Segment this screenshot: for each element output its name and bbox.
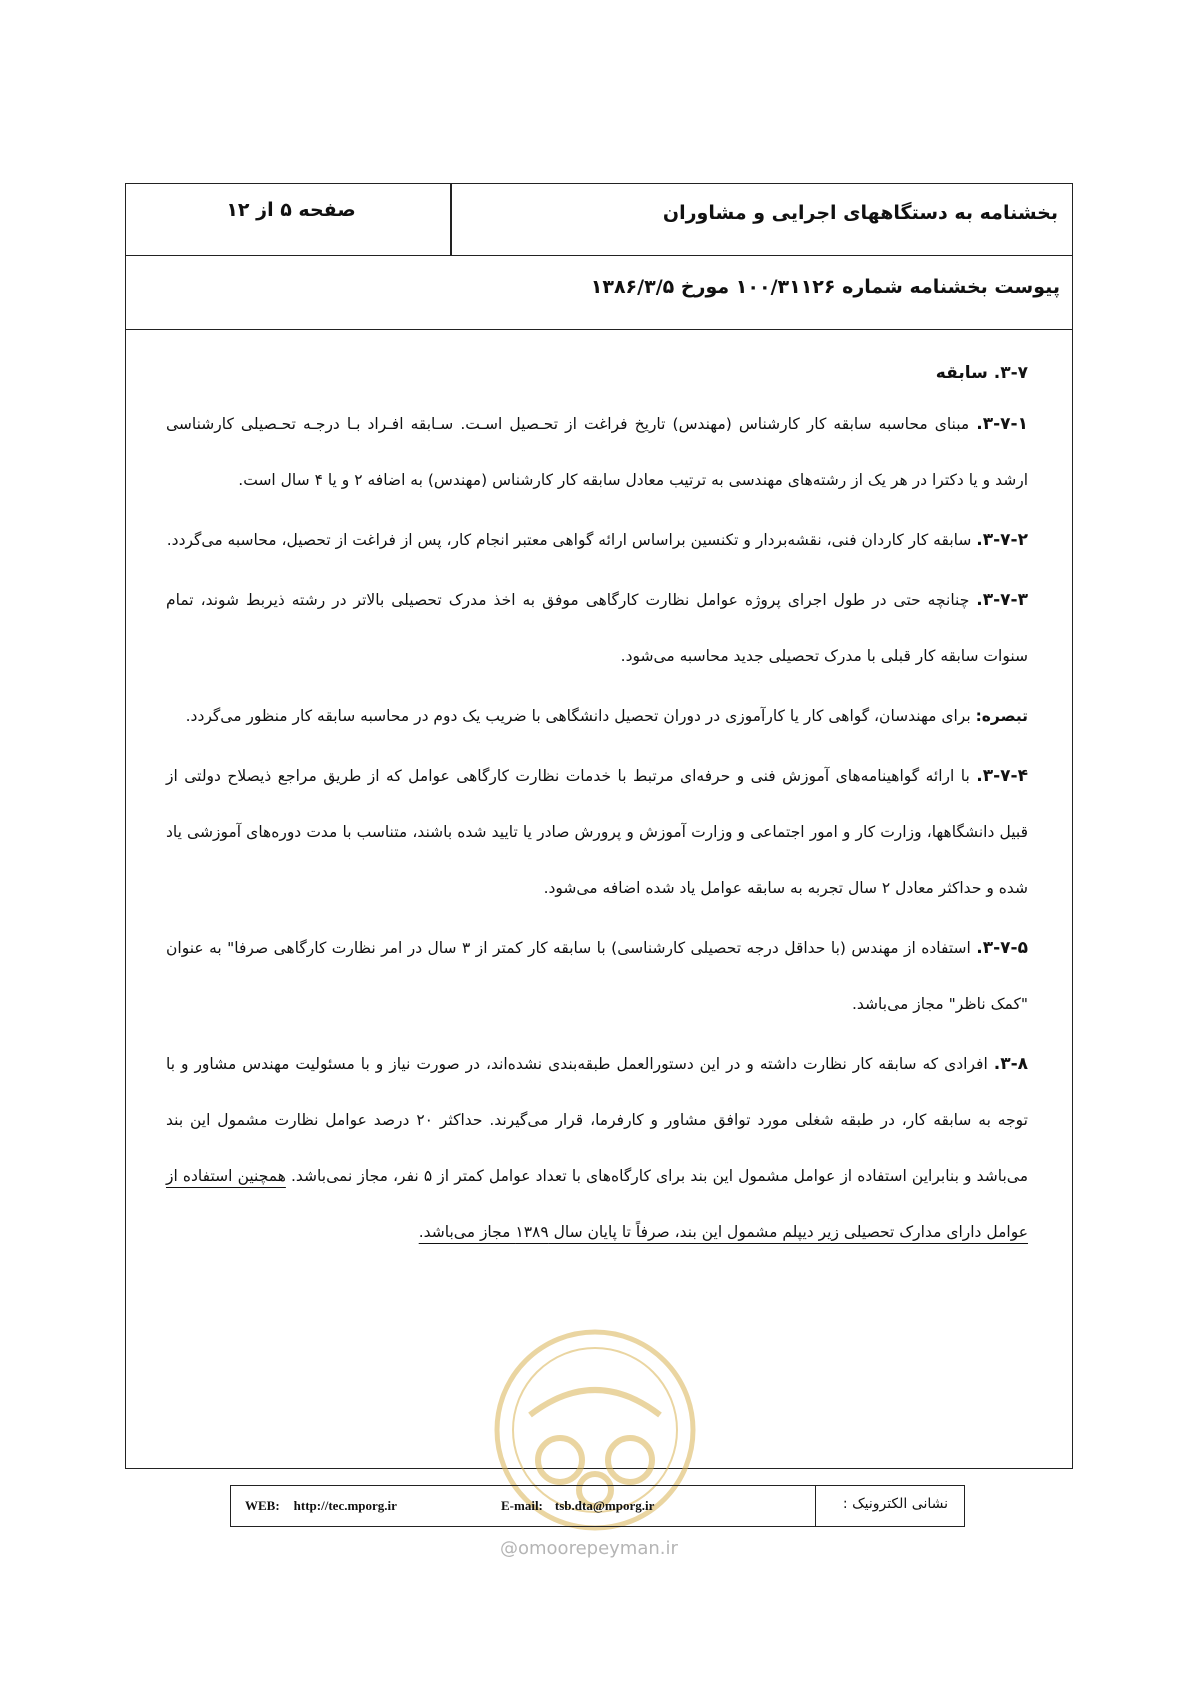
document-subtitle: پیوست بخشنامه شماره ۱۰۰/۳۱۱۲۶ مورخ ۱۳۸۶/۳/۵ xyxy=(590,276,1060,298)
paragraph-3-7-5 xyxy=(166,920,1028,1032)
paragraph-number: ۳-۷-۱. xyxy=(976,414,1028,434)
page-number: صفحه ۵ از ۱۲ xyxy=(226,199,356,221)
paragraph-text: سابقه کار کاردان فنی، نقشه‌بردار و تکنسین براساس ارائه گواهی معتبر انجام کار، پس از فراغت از تحصیل، محاسبه می‌گردد. xyxy=(166,531,977,549)
paragraph-3-7-2 xyxy=(166,512,1028,568)
header-divider xyxy=(450,184,452,256)
paragraph-3-8 xyxy=(166,1036,1028,1260)
email-link[interactable]: tsb.dta@mporg.ir xyxy=(554,1498,655,1513)
document-title: بخشنامه به دستگاههای اجرایی و مشاوران xyxy=(662,202,1058,224)
footer-email xyxy=(501,1498,654,1514)
paragraph-3-7-4 xyxy=(166,748,1028,916)
web-url-link[interactable]: http://tec.mporg.ir xyxy=(293,1498,397,1513)
paragraph-text: مبنای محاسبه سابقه کار کارشناس (مهندس) تاریخ فراغت از تحـصیل اسـت. سـابقه افـراد بـا درجـه تحـصیلی کارشناسی ارشد و یا دکترا در هر یک از رشته‌های مهندسی به ترتیب معادل سابقه کار کارشناس (مهندس) به اضافه ۲ و یا ۴ سال است. xyxy=(166,415,1028,489)
paragraph-number: ۳-۷-۳. xyxy=(976,590,1028,610)
header-row xyxy=(126,184,1072,256)
paragraph-number: ۳-۷-۴. xyxy=(976,766,1028,786)
section-title: ۳-۷. سابقه xyxy=(935,363,1028,383)
paragraph-number: ۳-۸. xyxy=(993,1054,1028,1074)
web-label: WEB: xyxy=(245,1498,280,1513)
note-paragraph xyxy=(166,688,1028,744)
paragraph-text: افرادی که سابقه کار نظارت داشته و در این دستورالعمل طبقه‌بندی نشده‌اند، در صورت نیاز و با مسئولیت مهندس مشاور و با توجه به سابقه کار، در طبقه شغلی مورد توافق مشاور و کارفرما، قرار می‌گیرند. حداکثر ۲۰ درصد عوامل نظارت مشمول این بند می‌باشد و بنابراین استفاده از عوامل مشمول این بند برای کارگاه‌های با تعداد عوامل کمتر از ۵ نفر، مجاز نمی‌باشد. xyxy=(166,1055,1028,1185)
footer-label: نشانی الکترونیک : xyxy=(842,1496,948,1512)
paragraph-text: چنانچه حتی در طول اجرای پروژه عوامل نظارت کارگاهی موفق به اخذ مدرک تحصیلی بالاتر در رشته ذیربط شوند، تمام سنوات سابقه کار قبلی با مدرک تحصیلی جدید محاسبه می‌شود. xyxy=(166,591,1028,665)
note-label: تبصره: xyxy=(975,707,1028,725)
subheader-row xyxy=(126,256,1072,330)
paragraph-number: ۳-۷-۲. xyxy=(976,530,1028,550)
paragraph-number: ۳-۷-۵. xyxy=(976,938,1028,958)
underlined-text: همچنین استفاده از عوامل دارای مدارک تحصیلی زیر دیپلم مشمول این بند، صرفاً تا پایان سال ۱۳۸۹ مجاز می‌باشد. xyxy=(166,1167,1028,1241)
body-content xyxy=(166,356,1028,1264)
paragraph-3-7-3 xyxy=(166,572,1028,684)
document-frame xyxy=(125,183,1073,1469)
footer-contact-box xyxy=(230,1485,965,1527)
footer-web xyxy=(245,1498,397,1514)
watermark-text: @omoorepeyman.ir xyxy=(500,1538,678,1559)
note-text: برای مهندسان، گواهی کار یا کارآموزی در دوران تحصیل دانشگاهی با ضریب یک دوم در محاسبه سابقه کار منظور می‌گردد. xyxy=(185,707,976,725)
footer-divider xyxy=(815,1486,817,1526)
paragraph-text: با ارائه گواهینامه‌های آموزش فنی و حرفه‌ای مرتبط با خدمات نظارت کارگاهی عوامل که از طریق مراجع ذیصلاح دولتی از قبیل دانشگاهها، وزارت کار و امور اجتماعی و وزارت آموزش و پرورش صادر یا تایید شده باشند، متناسب با مدت دوره‌های آموزشی یاد شده و حداکثر معادل ۲ سال تجربه به سابقه عوامل یاد شده اضافه می‌شود. xyxy=(166,767,1028,897)
paragraph-3-7-1 xyxy=(166,396,1028,508)
email-label: E-mail: xyxy=(501,1498,543,1513)
paragraph-text: استفاده از مهندس (با حداقل درجه تحصیلی کارشناسی) با سابقه کار کمتر از ۳ سال در امر نظارت کارگاهی صرفا" به عنوان "کمک ناظر" مجاز می‌باشد. xyxy=(166,939,1028,1013)
